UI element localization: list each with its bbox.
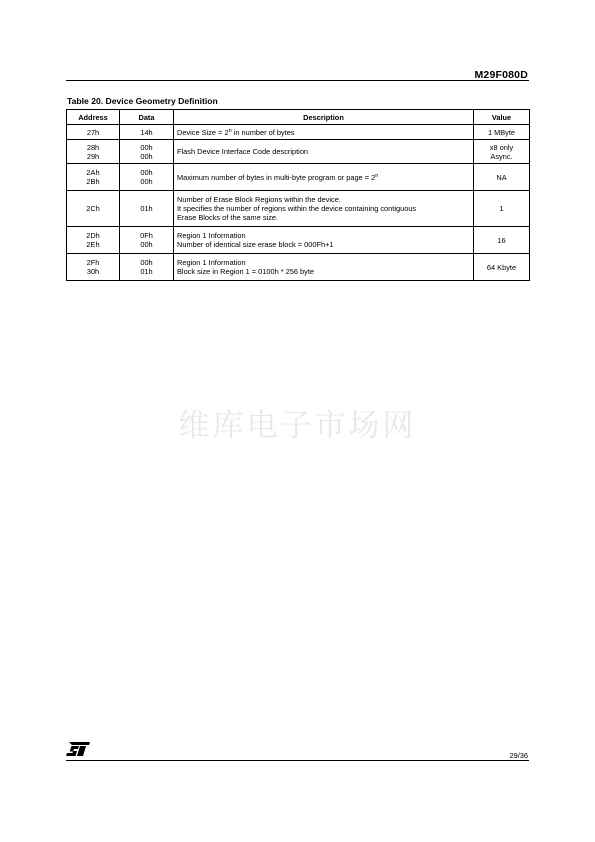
value-cell-line: 1	[499, 204, 504, 213]
value-cell-line: x8 only	[489, 142, 514, 152]
column-header-value: Value	[474, 110, 530, 125]
description-line	[177, 231, 470, 240]
address-cell-line: 28h	[86, 142, 100, 152]
address-cell-line: 2Ch	[86, 204, 100, 213]
value-cell-line: 64 Kbyte	[486, 262, 517, 272]
data-cell-line: 01h	[140, 267, 153, 276]
description-text: Device Size = 2	[177, 127, 229, 137]
st-logo	[66, 742, 90, 757]
description-line	[177, 147, 470, 156]
table-body	[67, 125, 530, 281]
data-cell-line: 00h	[140, 168, 153, 177]
description-text: Maximum number of bytes in multi-byte program or page = 2	[177, 172, 376, 182]
description-line	[177, 195, 470, 204]
data-cell	[120, 125, 174, 140]
table-row	[67, 125, 530, 140]
value-cell	[474, 164, 530, 191]
table-caption: Table 20. Device Geometry Definition	[67, 96, 218, 106]
column-header-data: Data	[120, 110, 174, 125]
column-header-address: Address	[67, 110, 120, 125]
exponent-superscript: n	[228, 127, 232, 134]
address-cell-line: 2Bh	[86, 177, 100, 186]
address-cell	[67, 140, 120, 164]
value-cell	[474, 191, 530, 227]
value-cell-line: 16	[497, 235, 506, 245]
data-cell-line: 00h	[140, 151, 153, 161]
description-text: Flash Device Interface Code description	[177, 147, 309, 156]
data-cell	[120, 140, 174, 164]
description-text: Number of identical size erase block = 000Fh+1	[177, 240, 334, 249]
address-cell-line: 27h	[86, 127, 100, 137]
data-cell	[120, 164, 174, 191]
table-row	[67, 164, 530, 191]
device-geometry-table	[66, 109, 530, 281]
watermark-text: 维库电子市场网	[178, 408, 417, 444]
description-text: Erase Blocks of the same size.	[177, 213, 279, 222]
description-text: Number of Erase Block Regions within the device.	[177, 195, 341, 204]
description-line	[177, 240, 470, 249]
data-cell-line: 01h	[140, 204, 153, 213]
description-line	[177, 213, 470, 222]
description-text: Region 1 Information	[177, 231, 246, 240]
table-row	[67, 140, 530, 164]
address-cell	[67, 227, 120, 254]
description-line	[177, 128, 470, 137]
description-cell	[174, 140, 474, 164]
address-cell-line: 2Ah	[86, 168, 100, 177]
value-cell-line: NA	[496, 172, 507, 182]
data-cell-line: 14h	[140, 127, 153, 137]
description-cell	[174, 164, 474, 191]
value-cell	[474, 140, 530, 164]
address-cell	[67, 125, 120, 140]
table-row	[67, 191, 530, 227]
data-cell	[120, 254, 174, 281]
document-title: M29F080D	[474, 69, 528, 81]
data-cell-line: 00h	[140, 240, 153, 249]
data-cell-line: 0Fh	[140, 231, 153, 240]
address-cell-line: 2Dh	[86, 231, 100, 240]
exponent-superscript: n	[375, 172, 379, 179]
description-line	[177, 258, 470, 267]
description-line	[177, 173, 470, 182]
table-header-row	[67, 110, 530, 125]
table-row	[67, 254, 530, 281]
data-cell-line: 00h	[140, 142, 153, 152]
description-cell	[174, 125, 474, 140]
column-header-description: Description	[174, 110, 474, 125]
address-cell-line: 29h	[86, 151, 100, 161]
address-cell	[67, 191, 120, 227]
data-cell-line: 00h	[140, 258, 153, 267]
value-cell	[474, 125, 530, 140]
address-cell	[67, 164, 120, 191]
data-cell	[120, 191, 174, 227]
table-row	[67, 227, 530, 254]
value-cell-line: 1 MByte	[487, 127, 516, 137]
description-text: Block size in Region 1 = 0100h * 256 byte	[177, 267, 315, 276]
address-cell	[67, 254, 120, 281]
description-text: in number of bytes	[231, 127, 295, 137]
value-cell-line: Async.	[490, 151, 513, 161]
description-cell	[174, 191, 474, 227]
data-cell	[120, 227, 174, 254]
description-text: Region 1 Information	[177, 258, 246, 267]
value-cell	[474, 254, 530, 281]
footer-rule	[66, 760, 529, 761]
description-cell	[174, 254, 474, 281]
address-cell-line: 2Fh	[86, 258, 100, 267]
address-cell-line: 30h	[86, 267, 100, 276]
description-line	[177, 267, 470, 276]
value-cell	[474, 227, 530, 254]
header-rule	[66, 80, 529, 81]
address-cell-line: 2Eh	[86, 240, 100, 249]
page-number: 29/36	[509, 751, 528, 760]
data-cell-line: 00h	[140, 177, 153, 186]
description-text: It specifies the number of regions within the device containing contiguous	[177, 204, 417, 213]
description-cell	[174, 227, 474, 254]
description-line	[177, 204, 470, 213]
